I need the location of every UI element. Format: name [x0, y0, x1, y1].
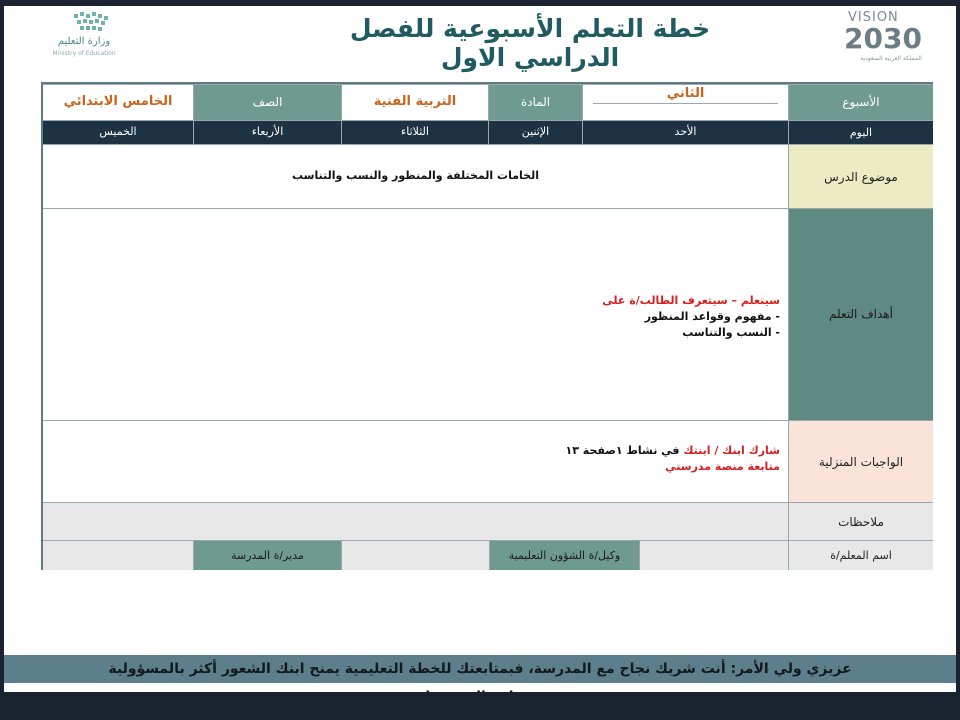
vision-word: VISION: [848, 10, 899, 25]
frame-bottom: [0, 692, 960, 720]
day-wednesday: الأربعاء: [251, 125, 284, 138]
teacher-name-cell[interactable]: [639, 540, 788, 570]
grade-label: الصف: [252, 95, 283, 109]
teacher-label: اسم المعلم/ة: [830, 549, 892, 562]
homework-line-1: [460, 443, 780, 459]
week-value-cell: [582, 84, 788, 120]
homework-content: [460, 443, 780, 475]
subject-label: المادة: [520, 95, 551, 109]
objectives-content: [480, 293, 780, 341]
footer-message: عزيزي ولي الأمر: أنت شريك نجاح مع المدرسة، فبمتابعتك للخطة التعليمية يمنح ابنك الشعور أكثر بالمسؤولية: [108, 661, 852, 677]
principal-name-cell[interactable]: [43, 540, 193, 570]
day-cell-sunday: [582, 120, 788, 144]
day-cell-tuesday: [341, 120, 488, 144]
frame-right: [956, 0, 960, 720]
homework-share: شارك ابنك / ابنتك: [683, 444, 780, 457]
day-cell-thursday: [43, 120, 193, 144]
frame-left: [0, 0, 4, 720]
grade-value-cell: [43, 84, 193, 120]
day-sunday: الأحد: [674, 125, 697, 138]
subject-value-cell: [341, 84, 488, 120]
homework-value-cell: [43, 420, 788, 502]
day-monday: الإثنين: [521, 125, 550, 138]
deputy-label: وكيل/ة الشؤون التعليمية: [508, 549, 621, 562]
principal-label: مدير/ة المدرسة: [231, 549, 304, 562]
grade-value: الخامس الابتدائي: [63, 94, 173, 109]
objectives-value-cell: [43, 208, 788, 420]
objective-item-2: - النسب والتناسب: [682, 326, 780, 339]
notes-label-cell: [788, 502, 933, 540]
ministry-name-en: Ministry of Education: [52, 50, 116, 57]
objectives-label-cell: [788, 208, 933, 420]
deputy-name-cell[interactable]: [341, 540, 489, 570]
homework-line-2: متابعة منصة مدرستي: [665, 460, 780, 473]
vision-subtitle: المملكة العربية السعودية: [860, 55, 922, 62]
day-cell-wednesday: [193, 120, 341, 144]
teacher-label-cell: [788, 540, 933, 570]
objective-item-1: - مفهوم وقواعد المنظور: [644, 310, 780, 323]
homework-label: الواجبات المنزلية: [818, 455, 904, 469]
homework-activity: في نشاط ١صفحة ١٣: [565, 444, 680, 457]
objectives-intro: سيتعلم – سيتعرف الطالب/ة على: [602, 294, 780, 307]
topic-value-cell: [43, 144, 788, 208]
weekly-plan-table: [41, 82, 933, 570]
week-value: الثاني: [666, 86, 705, 101]
homework-label-cell: [788, 420, 933, 502]
frame-top: [0, 0, 960, 6]
subject-value: التربية الفنية: [373, 94, 457, 109]
day-thursday: الخميس: [99, 125, 137, 138]
subject-label-cell: [488, 84, 582, 120]
topic-value: الخامات المختلفة والمنظور والنسب والتناسب: [292, 169, 539, 182]
ministry-name: وزارة التعليم: [57, 36, 111, 47]
day-cell-monday: [488, 120, 582, 144]
day-tuesday: الثلاثاء: [401, 125, 429, 138]
objectives-label: أهداف التعلم: [829, 307, 893, 321]
principal-label-cell: [193, 540, 341, 570]
deputy-label-cell: [489, 540, 639, 570]
week-value-divider: [593, 103, 778, 104]
grade-label-cell: [193, 84, 341, 120]
topic-label-cell: [788, 144, 933, 208]
notes-label: ملاحظات: [838, 515, 884, 529]
day-label: اليوم: [849, 126, 873, 139]
week-label: الأسبوع: [842, 95, 880, 109]
day-label-cell: [788, 120, 933, 144]
page-title: خطة التعلم الأسبوعية للفصل الدراسي الاول: [349, 14, 711, 72]
notes-value-cell[interactable]: [43, 502, 788, 540]
vision-year: 2030: [844, 22, 922, 55]
week-label-cell: [788, 84, 933, 120]
topic-label: موضوع الدرس: [824, 170, 898, 184]
